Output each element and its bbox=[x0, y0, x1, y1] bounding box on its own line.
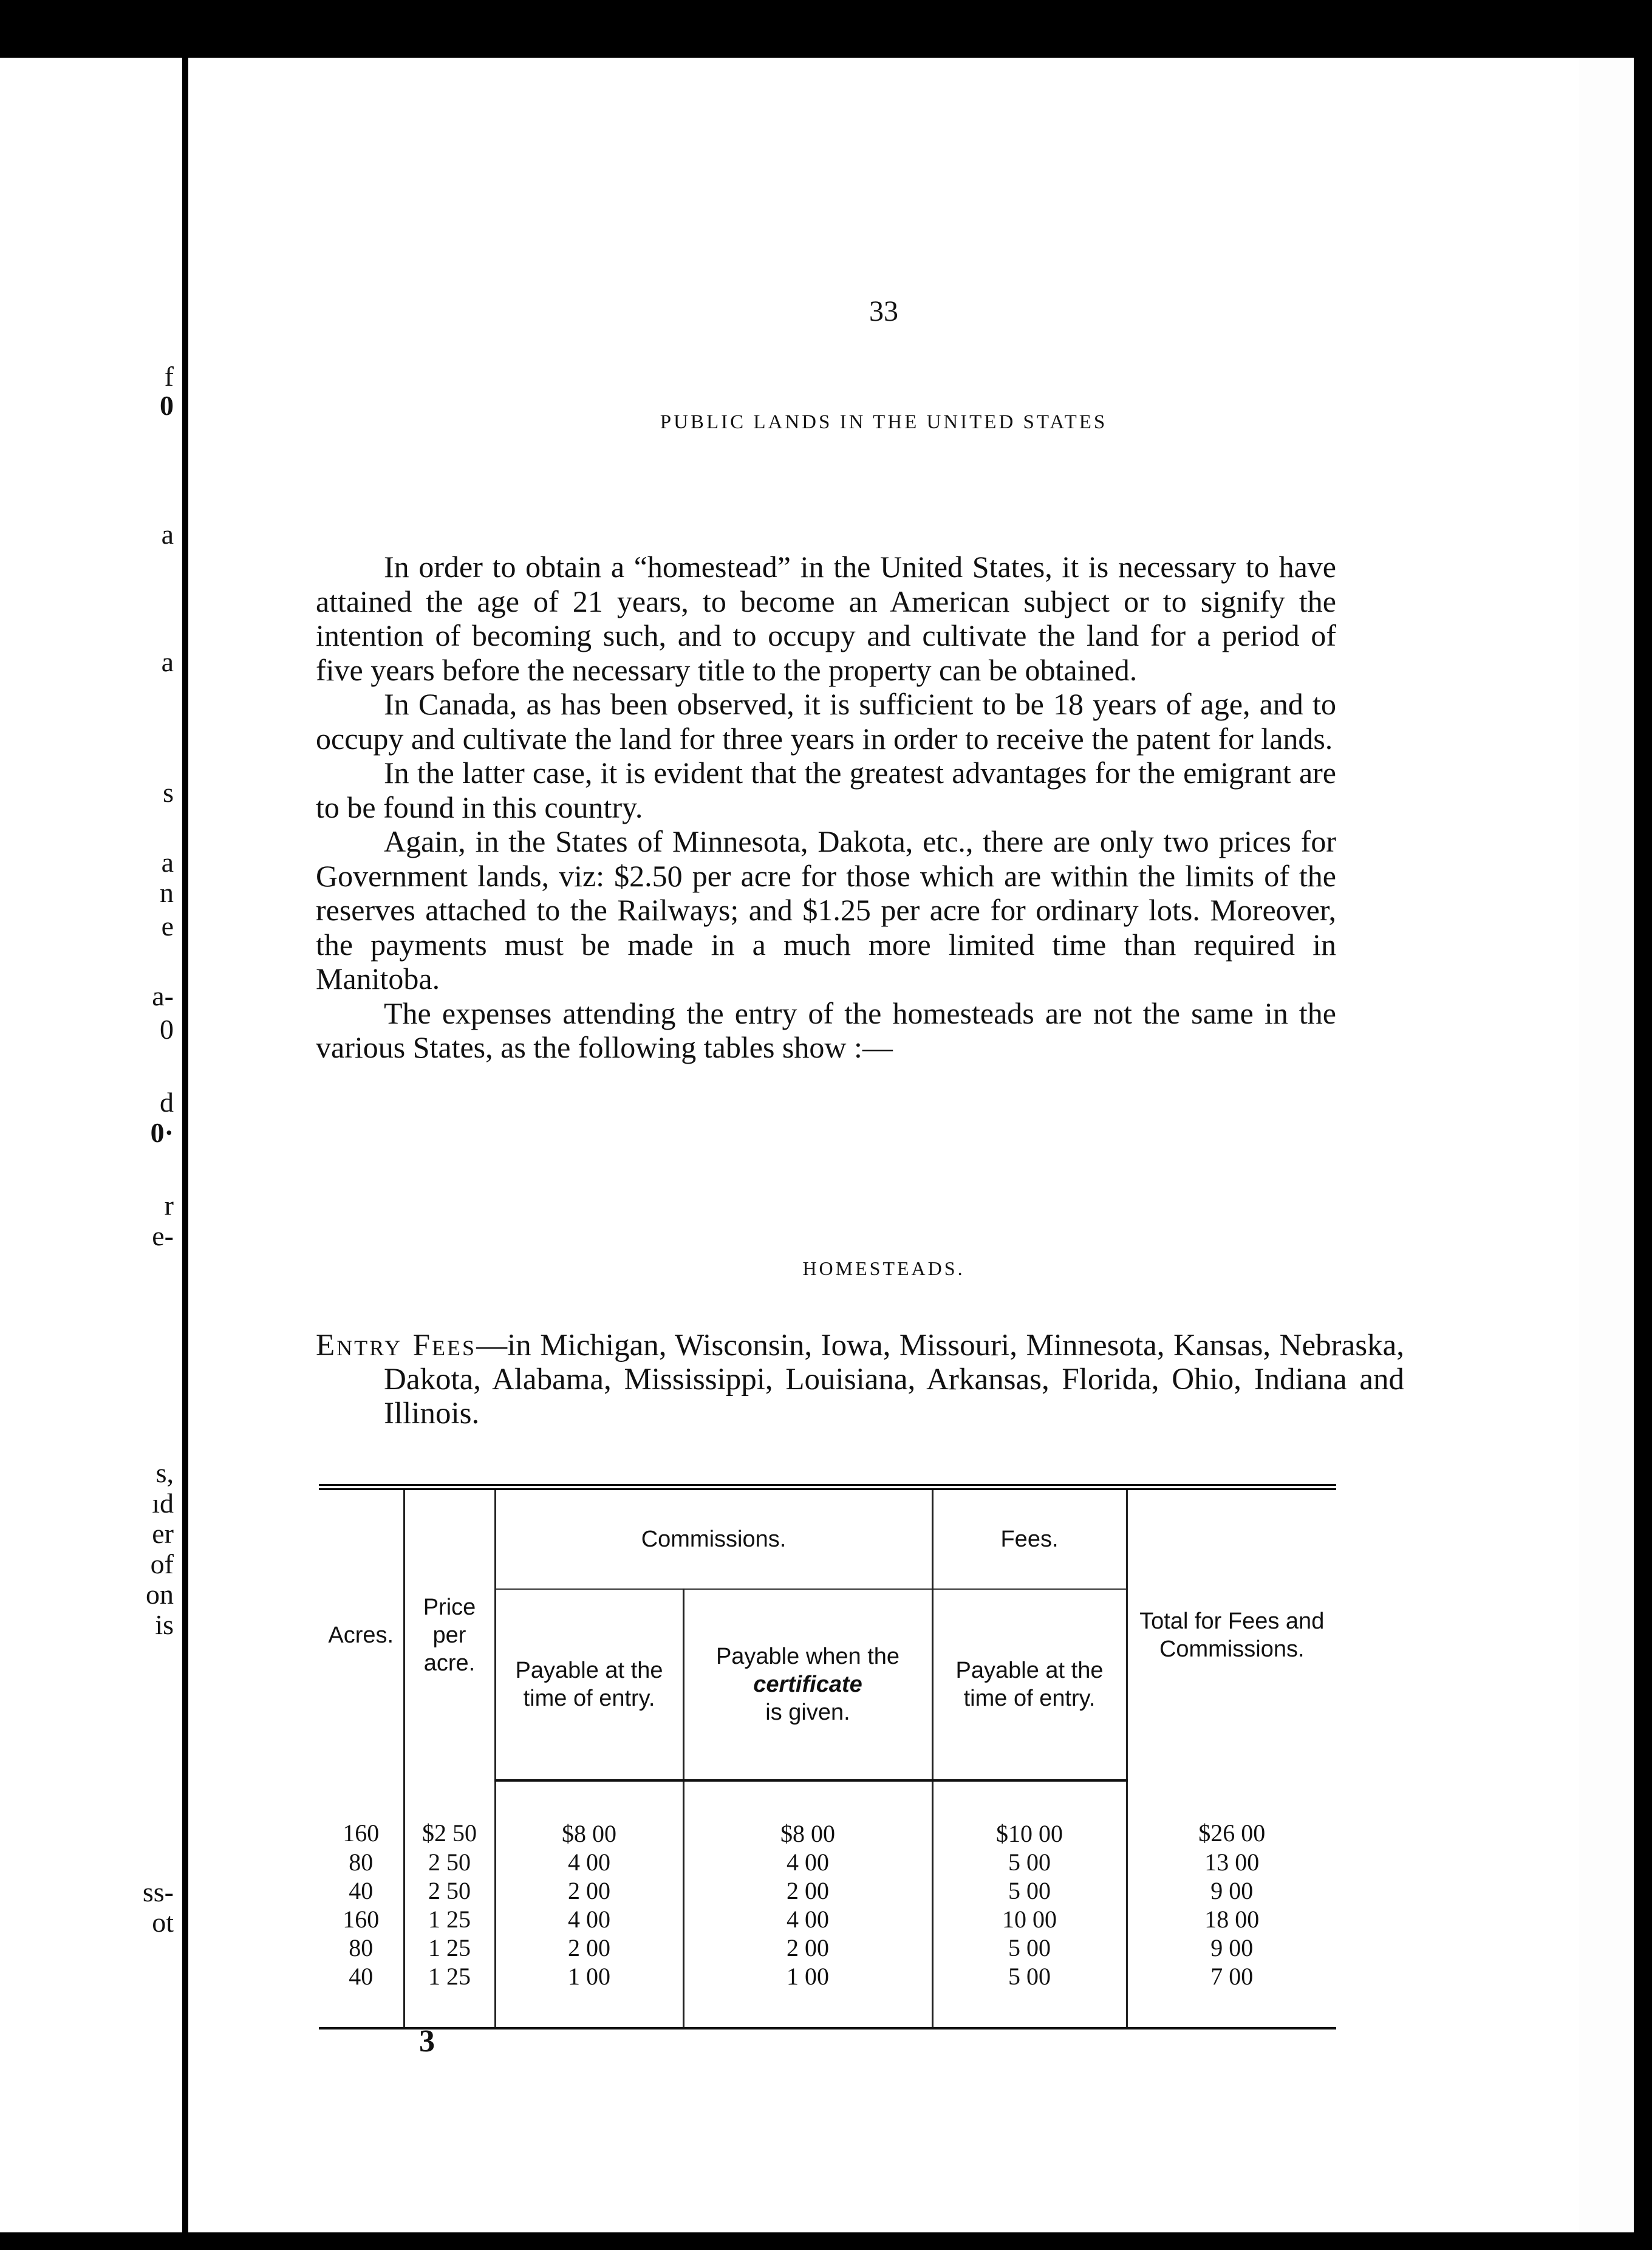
cell-commission-entry: 2 00 bbox=[495, 1876, 683, 1905]
cell-commission-certificate: $8 00 bbox=[683, 1780, 932, 1848]
facing-page-fragment: ıd bbox=[152, 1488, 174, 1519]
facing-page-fragment: 0· bbox=[150, 1117, 174, 1148]
header-payable-certificate bbox=[683, 1589, 932, 1780]
cell-fees: 10 00 bbox=[932, 1905, 1127, 1934]
header-price: Price per acre. bbox=[404, 1487, 495, 1780]
facing-page-edge bbox=[0, 58, 182, 2232]
facing-page-fragment: a bbox=[161, 847, 174, 878]
cell-commission-certificate: 1 00 bbox=[683, 1962, 932, 2028]
facing-page-fragment: a bbox=[161, 646, 174, 677]
cell-acres: 160 bbox=[343, 1819, 380, 1847]
cell-price: 1 25 bbox=[404, 1962, 495, 2028]
cell-fees: 5 00 bbox=[932, 1876, 1127, 1905]
facing-page-fragment: ss- bbox=[142, 1876, 174, 1907]
cell-price: 2 50 bbox=[404, 1848, 495, 1876]
header-fees-payable: Payable at the time of entry. bbox=[932, 1589, 1127, 1780]
cell-acres: 160 bbox=[343, 1906, 380, 1933]
cell-acres: 80 bbox=[349, 1848, 374, 1876]
cell-fees: 5 00 bbox=[932, 1934, 1127, 1962]
body-text bbox=[316, 550, 1336, 1065]
facing-page-fragment: r bbox=[164, 1190, 174, 1221]
cell-commission-certificate: 2 00 bbox=[683, 1876, 932, 1905]
cell-price: $2 50 bbox=[404, 1780, 495, 1848]
header-acres: Acres. bbox=[319, 1487, 404, 1780]
cell-commission-certificate: 2 00 bbox=[683, 1934, 932, 1962]
cell-commission-entry: 2 00 bbox=[495, 1934, 683, 1962]
header-certificate: certificate bbox=[753, 1672, 862, 1697]
facing-page-fragment: e- bbox=[152, 1220, 174, 1251]
paragraph: In the latter case, it is evident that the greatest advantages for the emigrant are to be found in this country. bbox=[316, 756, 1336, 824]
cell-fees: $10 00 bbox=[932, 1780, 1127, 1848]
book-page bbox=[188, 58, 1579, 2232]
cell-commission-entry: 4 00 bbox=[495, 1905, 683, 1934]
facing-page-fragment: s, bbox=[155, 1457, 174, 1488]
facing-page-fragment: a bbox=[161, 519, 174, 550]
entry-fees-text: —in Michigan, Wisconsin, Iowa, Missouri, Minnesota, Kansas, Nebraska, Dakota, Alabama, Mississippi, Louisiana, Arkansas, Florida, Ohio, Indiana and Illinois. bbox=[384, 1328, 1404, 1431]
cell-price: 2 50 bbox=[404, 1876, 495, 1905]
facing-page-fragment: is bbox=[155, 1609, 174, 1640]
cell-acres: 40 bbox=[319, 1962, 404, 2028]
section-title: PUBLIC LANDS IN THE UNITED STATES bbox=[660, 411, 1108, 433]
paragraph: Again, in the States of Minnesota, Dakota, etc., there are only two prices for Government lands, viz: $2.50 per acre for those which are within the limits of the reserves attached to the Railways; and $1.25 per acre for ordinary lots. Moreover, the payments must be made in a much more limited time than required in Manitoba. bbox=[316, 824, 1336, 996]
facing-page-fragment: of bbox=[150, 1548, 174, 1579]
cell-total: 7 00 bbox=[1127, 1962, 1336, 2028]
table-row bbox=[319, 1905, 1336, 1934]
cell-fees: 5 00 bbox=[932, 1848, 1127, 1876]
cell-acres: 80 bbox=[349, 1934, 374, 1961]
facing-page-fragment: f bbox=[164, 361, 174, 392]
paragraph: The expenses attending the entry of the homesteads are not the same in the various States, as the following tables show :— bbox=[316, 996, 1336, 1064]
header-total: Total for Fees and Commissions. bbox=[1127, 1487, 1336, 1780]
facing-page-fragment: on bbox=[146, 1579, 174, 1610]
cell-price: 1 25 bbox=[404, 1934, 495, 1962]
cell-acres: 40 bbox=[349, 1877, 374, 1904]
facing-page-fragment: n bbox=[160, 877, 174, 908]
header-commissions: Commissions. bbox=[495, 1487, 932, 1589]
facing-page-fragment: 0 bbox=[160, 1014, 174, 1045]
table-row bbox=[319, 1934, 1336, 1962]
header-payable-when: Payable when the bbox=[715, 1644, 900, 1669]
cell-fees: 5 00 bbox=[932, 1962, 1127, 2028]
cell-price: 1 25 bbox=[404, 1905, 495, 1934]
subheading: HOMESTEADS. bbox=[802, 1257, 965, 1279]
header-is-given: is given. bbox=[765, 1700, 850, 1725]
cell-commission-entry: 4 00 bbox=[495, 1848, 683, 1876]
header-fees: Fees. bbox=[932, 1487, 1127, 1589]
facing-page-fragment: e bbox=[161, 911, 174, 942]
cell-total: 9 00 bbox=[1127, 1876, 1336, 1905]
paragraph: In Canada, as has been observed, it is sufficient to be 18 years of age, and to occupy and cultivate the land for three years in order to receive the patent for lands. bbox=[316, 687, 1336, 756]
facing-page-fragment: s bbox=[163, 777, 174, 808]
table-row bbox=[319, 1780, 1336, 1848]
table-row bbox=[319, 1962, 1336, 2028]
cell-commission-certificate: 4 00 bbox=[683, 1905, 932, 1934]
cell-commission-entry: $8 00 bbox=[495, 1780, 683, 1848]
facing-page-fragment: a- bbox=[152, 980, 174, 1011]
cell-total: 13 00 bbox=[1127, 1848, 1336, 1876]
table-row bbox=[319, 1876, 1336, 1905]
cell-commission-certificate: 4 00 bbox=[683, 1848, 932, 1876]
entry-fees-label: Entry Fees bbox=[316, 1328, 477, 1363]
entry-fees-paragraph bbox=[316, 1328, 1404, 1431]
page-number: 33 bbox=[869, 295, 898, 327]
facing-page-fragment: d bbox=[160, 1087, 174, 1118]
cell-total: 9 00 bbox=[1127, 1934, 1336, 1962]
header-payable-entry: Payable at the time of entry. bbox=[495, 1589, 683, 1780]
facing-page-fragment: er bbox=[152, 1518, 174, 1549]
table-row bbox=[319, 1848, 1336, 1876]
cell-total: 18 00 bbox=[1127, 1905, 1336, 1934]
fees-table bbox=[319, 1484, 1336, 2029]
facing-page-fragment: 0 bbox=[160, 390, 174, 421]
cell-total: $26 00 bbox=[1127, 1780, 1336, 1848]
next-page-edge bbox=[1579, 58, 1634, 2232]
signature-mark: 3 bbox=[419, 2024, 435, 2059]
facing-page-fragment: ot bbox=[152, 1907, 174, 1938]
paragraph: In order to obtain a “homestead” in the United States, it is necessary to have attained the age of 21 years, to become an American subject or to signify the intention of becoming such, and to occupy and cultivate the land for a period of five years before the necessary title to the property can be obtained. bbox=[316, 550, 1336, 687]
cell-commission-entry: 1 00 bbox=[495, 1962, 683, 2028]
